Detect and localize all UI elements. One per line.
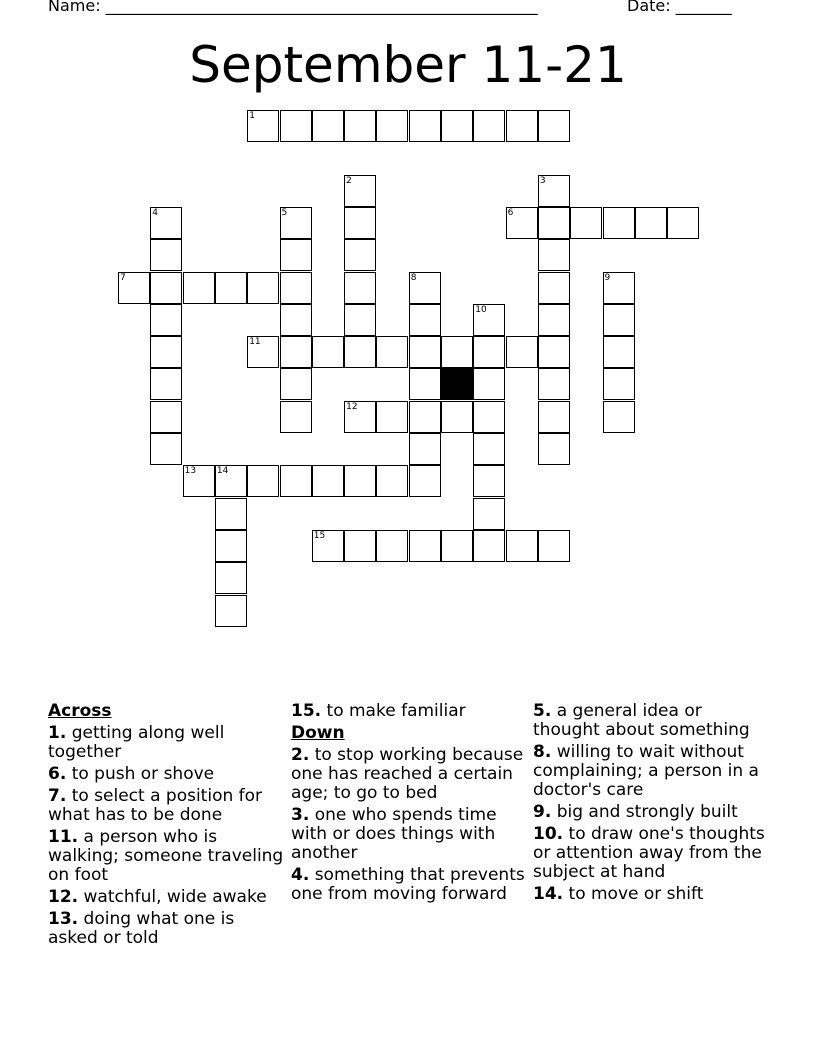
- clue-item: [291, 702, 527, 721]
- grid-cell[interactable]: [538, 304, 570, 336]
- grid-cell[interactable]: [538, 239, 570, 271]
- grid-cell[interactable]: [376, 401, 408, 433]
- grid-cell[interactable]: [183, 272, 215, 304]
- grid-cell[interactable]: [473, 368, 505, 400]
- clue-text: doing what one is asked or told: [48, 909, 235, 948]
- grid-cell[interactable]: [473, 433, 505, 465]
- clue-item: [291, 746, 527, 803]
- clue-item: [291, 806, 527, 863]
- grid-cell[interactable]: [344, 465, 376, 497]
- clue-text: getting along well together: [48, 723, 225, 762]
- page-title: September 11-21: [189, 36, 627, 94]
- grid-cell[interactable]: [473, 465, 505, 497]
- grid-cell[interactable]: [570, 207, 602, 239]
- grid-cell[interactable]: [473, 110, 505, 142]
- grid-cell[interactable]: [603, 401, 635, 433]
- clue-text: to stop working because one has reached a certain age; to go to bed: [291, 745, 524, 803]
- clue-item: [533, 825, 769, 882]
- grid-cell[interactable]: [344, 336, 376, 368]
- clue-item: [48, 765, 284, 784]
- grid-cell[interactable]: [538, 207, 570, 239]
- clue-item: [48, 724, 284, 762]
- grid-cell[interactable]: [280, 110, 312, 142]
- grid-cell[interactable]: [215, 498, 247, 530]
- clue-item: [533, 803, 769, 822]
- grid-cell[interactable]: [376, 110, 408, 142]
- grid-cell[interactable]: [312, 465, 344, 497]
- grid-cell[interactable]: [344, 304, 376, 336]
- grid-cell[interactable]: [473, 530, 505, 562]
- grid-cell[interactable]: [506, 336, 538, 368]
- cell-number: 5: [281, 207, 288, 218]
- clue-item: [533, 702, 769, 740]
- clue-text: to make familiar: [326, 701, 466, 721]
- grid-cell[interactable]: [538, 368, 570, 400]
- grid-cell[interactable]: [441, 401, 473, 433]
- clue-item: [533, 885, 769, 904]
- grid-cell[interactable]: [409, 368, 441, 400]
- cell-number: 8: [410, 272, 417, 283]
- clue-text: to draw one's thoughts or attention away from the subject at hand: [533, 824, 765, 882]
- grid-cell[interactable]: [280, 207, 312, 239]
- grid-cell[interactable]: [409, 401, 441, 433]
- clue-text: willing to wait without complaining; a person in a doctor's care: [533, 742, 759, 800]
- grid-cell[interactable]: [150, 304, 182, 336]
- grid-cell[interactable]: [473, 401, 505, 433]
- clue-item: [291, 866, 527, 904]
- grid-cell[interactable]: [603, 336, 635, 368]
- cell-number: 11: [249, 337, 261, 348]
- date-field-label: Date: _______: [627, 0, 732, 15]
- grid-cell[interactable]: [247, 272, 279, 304]
- grid-cell[interactable]: [538, 530, 570, 562]
- grid-cell[interactable]: [506, 207, 538, 239]
- grid-cell[interactable]: [441, 530, 473, 562]
- grid-cell[interactable]: [344, 110, 376, 142]
- clue-item: [48, 888, 284, 907]
- grid-cell[interactable]: [441, 110, 473, 142]
- clue-text: something that prevents one from moving forward: [291, 865, 525, 904]
- clue-item: [48, 828, 284, 885]
- grid-cell[interactable]: [312, 336, 344, 368]
- grid-cell[interactable]: [635, 207, 667, 239]
- cell-number: 3: [539, 175, 546, 186]
- cell-number: 10: [475, 304, 487, 315]
- grid-cell[interactable]: [215, 465, 247, 497]
- grid-cell[interactable]: [603, 368, 635, 400]
- grid-cell[interactable]: [215, 530, 247, 562]
- grid-cell[interactable]: [280, 239, 312, 271]
- grid-cell[interactable]: [150, 401, 182, 433]
- grid-cell[interactable]: [603, 304, 635, 336]
- grid-cell[interactable]: [667, 207, 699, 239]
- grid-cell[interactable]: [312, 530, 344, 562]
- grid-cell[interactable]: [538, 272, 570, 304]
- cell-number: 15: [313, 530, 326, 541]
- clue-item: [48, 910, 284, 948]
- grid-cell[interactable]: [538, 336, 570, 368]
- grid-cell[interactable]: [280, 304, 312, 336]
- grid-cell[interactable]: [344, 239, 376, 271]
- grid-cell[interactable]: [409, 465, 441, 497]
- clue-number: 2.: [291, 745, 310, 765]
- grid-cell[interactable]: [247, 336, 279, 368]
- grid-block: [441, 368, 473, 400]
- grid-cell[interactable]: [150, 433, 182, 465]
- grid-cell[interactable]: [150, 207, 182, 239]
- across-heading: Across: [48, 701, 112, 721]
- clue-number: 6.: [48, 764, 67, 784]
- grid-cell[interactable]: [409, 272, 441, 304]
- clue-text: one who spends time with or does things with another: [291, 805, 497, 863]
- clue-number: 14.: [533, 884, 564, 904]
- grid-cell[interactable]: [118, 272, 150, 304]
- grid-cell[interactable]: [215, 272, 247, 304]
- down-heading: Down: [291, 723, 345, 743]
- clue-number: 5.: [533, 701, 552, 721]
- grid-cell[interactable]: [409, 304, 441, 336]
- grid-cell[interactable]: [280, 401, 312, 433]
- grid-cell[interactable]: [150, 272, 182, 304]
- grid-cell[interactable]: [215, 595, 247, 627]
- clue-text: a person who is walking; someone traveling on foot: [48, 827, 284, 885]
- grid-cell[interactable]: [344, 530, 376, 562]
- clue-number: 7.: [48, 786, 67, 806]
- clue-number: 3.: [291, 805, 310, 825]
- grid-cell[interactable]: [538, 175, 570, 207]
- grid-cell[interactable]: [150, 336, 182, 368]
- grid-cell[interactable]: [473, 498, 505, 530]
- grid-cell[interactable]: [344, 207, 376, 239]
- grid-cell[interactable]: [603, 207, 635, 239]
- grid-cell[interactable]: [409, 336, 441, 368]
- grid-cell[interactable]: [538, 433, 570, 465]
- clue-number: 15.: [291, 701, 322, 721]
- clue-item: [533, 743, 769, 800]
- clue-item: [48, 787, 284, 825]
- grid-cell[interactable]: [506, 530, 538, 562]
- grid-cell[interactable]: [215, 562, 247, 594]
- grid-cell[interactable]: [441, 336, 473, 368]
- cell-number: 14: [216, 466, 229, 477]
- grid-cell[interactable]: [344, 272, 376, 304]
- cell-number: 2: [346, 175, 352, 186]
- clue-number: 12.: [48, 887, 79, 907]
- grid-cell[interactable]: [409, 433, 441, 465]
- cell-number: 4: [152, 207, 159, 218]
- clue-number: 10.: [533, 824, 564, 844]
- clue-text: watchful, wide awake: [83, 887, 267, 907]
- grid-cell[interactable]: [247, 465, 279, 497]
- cell-number: 9: [604, 272, 611, 283]
- grid-cell[interactable]: [150, 239, 182, 271]
- clue-number: 4.: [291, 865, 310, 885]
- grid-cell[interactable]: [409, 530, 441, 562]
- grid-cell[interactable]: [506, 110, 538, 142]
- cell-number: 1: [249, 111, 255, 121]
- cell-number: 6: [507, 207, 514, 218]
- cell-number: 12: [346, 401, 358, 412]
- clue-number: 1.: [48, 723, 67, 743]
- grid-cell[interactable]: [376, 465, 408, 497]
- clues-column-2: [291, 702, 527, 907]
- clue-text: to select a position for what has to be done: [48, 786, 263, 825]
- clue-text: to push or shove: [71, 764, 215, 784]
- clues-column-3: [533, 702, 769, 907]
- clue-number: 13.: [48, 909, 79, 929]
- grid-cell[interactable]: [280, 368, 312, 400]
- grid-cell[interactable]: [473, 304, 505, 336]
- clue-number: 9.: [533, 802, 552, 822]
- grid-cell[interactable]: [376, 336, 408, 368]
- grid-cell[interactable]: [183, 465, 215, 497]
- grid-cell[interactable]: [247, 110, 279, 142]
- clue-text: to move or shift: [568, 884, 704, 904]
- clue-text: a general idea or thought about something: [533, 701, 750, 740]
- clue-text: big and strongly built: [556, 802, 738, 822]
- cell-number: 7: [120, 272, 126, 283]
- grid-cell[interactable]: [280, 465, 312, 497]
- cell-number: 13: [184, 466, 197, 477]
- grid-cell[interactable]: [344, 401, 376, 433]
- grid-cell[interactable]: [150, 368, 182, 400]
- clue-number: 8.: [533, 742, 552, 762]
- grid-cell[interactable]: [344, 175, 376, 207]
- name-field-label: Name: ______________________________________________________: [48, 0, 538, 15]
- grid-cell[interactable]: [280, 272, 312, 304]
- grid-cell[interactable]: [280, 336, 312, 368]
- grid-cell[interactable]: [409, 110, 441, 142]
- grid-cell[interactable]: [603, 272, 635, 304]
- grid-cell[interactable]: [538, 110, 570, 142]
- grid-cell[interactable]: [473, 336, 505, 368]
- grid-cell[interactable]: [538, 401, 570, 433]
- clues-column-1: [48, 702, 284, 951]
- clue-number: 11.: [48, 827, 79, 847]
- grid-cell[interactable]: [376, 530, 408, 562]
- grid-cell[interactable]: [312, 110, 344, 142]
